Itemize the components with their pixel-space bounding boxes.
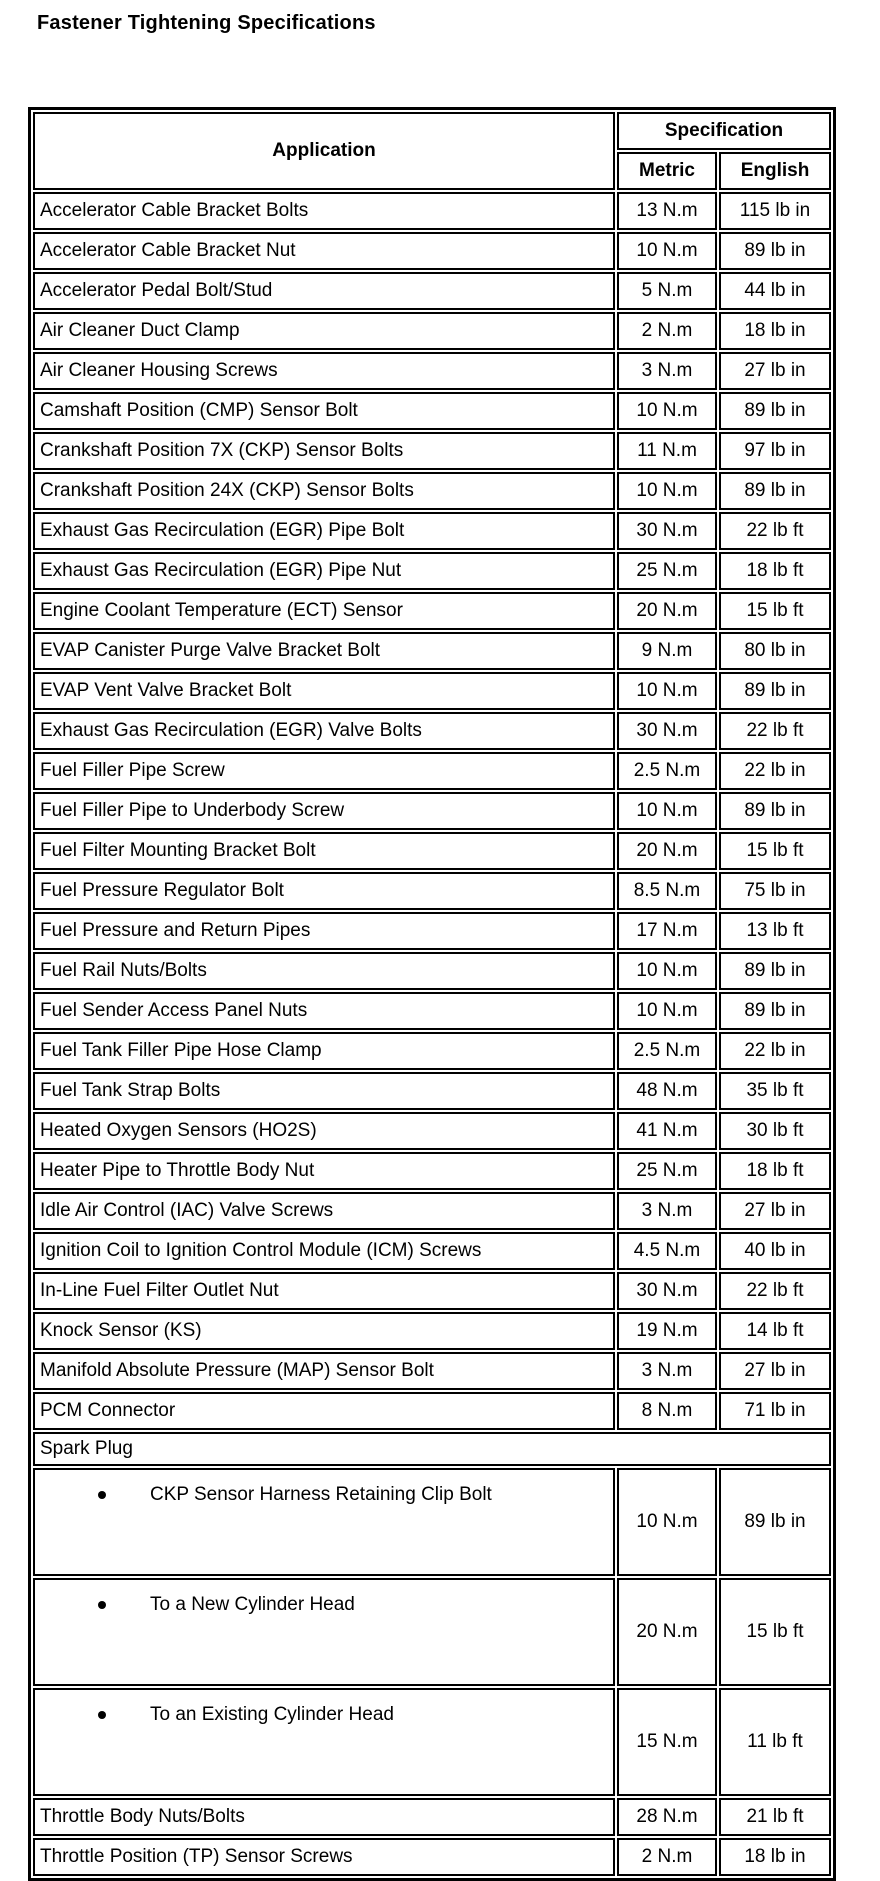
table-row [33, 192, 831, 230]
page-title: Fastener Tightening Specifications [37, 12, 376, 34]
column-header-application: Application [33, 112, 615, 190]
metric-value-cell: 9 N.m [617, 632, 717, 670]
english-value-cell: 40 lb in [719, 1232, 831, 1270]
bullet-icon [98, 1491, 106, 1499]
metric-value-cell: 10 N.m [617, 232, 717, 270]
application-cell: Accelerator Pedal Bolt/Stud [33, 272, 615, 310]
application-cell: Camshaft Position (CMP) Sensor Bolt [33, 392, 615, 430]
metric-value-cell: 10 N.m [617, 1468, 717, 1576]
table-row [33, 992, 831, 1030]
english-value-cell: 89 lb in [719, 672, 831, 710]
table-row [33, 632, 831, 670]
metric-value-cell: 20 N.m [617, 832, 717, 870]
column-header-english: English [719, 152, 831, 190]
metric-value-cell: 2 N.m [617, 312, 717, 350]
metric-value-cell: 19 N.m [617, 1312, 717, 1350]
metric-value-cell: 10 N.m [617, 952, 717, 990]
metric-value-cell: 30 N.m [617, 712, 717, 750]
application-cell: Accelerator Cable Bracket Bolts [33, 192, 615, 230]
english-value-cell: 27 lb in [719, 1352, 831, 1390]
application-cell: Exhaust Gas Recirculation (EGR) Pipe Bolt [33, 512, 615, 550]
application-cell: PCM Connector [33, 1392, 615, 1430]
metric-value-cell: 25 N.m [617, 1152, 717, 1190]
application-cell: Engine Coolant Temperature (ECT) Sensor [33, 592, 615, 630]
application-cell: EVAP Vent Valve Bracket Bolt [33, 672, 615, 710]
english-value-cell: 18 lb ft [719, 552, 831, 590]
application-cell: Throttle Position (TP) Sensor Screws [33, 1838, 615, 1876]
table-row [33, 672, 831, 710]
bullet-label: To a New Cylinder Head [150, 1594, 355, 1615]
table-row [33, 472, 831, 510]
application-cell: Fuel Filler Pipe to Underbody Screw [33, 792, 615, 830]
english-value-cell: 22 lb ft [719, 1272, 831, 1310]
table-row [33, 1838, 831, 1876]
metric-value-cell: 5 N.m [617, 272, 717, 310]
english-value-cell: 89 lb in [719, 992, 831, 1030]
application-cell: Ignition Coil to Ignition Control Module (ICM) Screws [33, 1232, 615, 1270]
metric-value-cell: 2.5 N.m [617, 1032, 717, 1070]
english-value-cell: 15 lb ft [719, 832, 831, 870]
metric-value-cell: 28 N.m [617, 1798, 717, 1836]
english-value-cell: 22 lb ft [719, 512, 831, 550]
table-row [33, 1392, 831, 1430]
application-cell: Manifold Absolute Pressure (MAP) Sensor Bolt [33, 1352, 615, 1390]
application-cell: Air Cleaner Housing Screws [33, 352, 615, 390]
metric-value-cell: 17 N.m [617, 912, 717, 950]
bullet-sub-row [33, 1688, 831, 1796]
application-cell: Heater Pipe to Throttle Body Nut [33, 1152, 615, 1190]
english-value-cell: 27 lb in [719, 1192, 831, 1230]
fastener-tightening-spec-table [28, 107, 836, 1881]
application-cell: Fuel Tank Filler Pipe Hose Clamp [33, 1032, 615, 1070]
metric-value-cell: 11 N.m [617, 432, 717, 470]
table-row [33, 712, 831, 750]
metric-value-cell: 3 N.m [617, 1352, 717, 1390]
english-value-cell: 75 lb in [719, 872, 831, 910]
english-value-cell: 115 lb in [719, 192, 831, 230]
table-row [33, 872, 831, 910]
metric-value-cell: 10 N.m [617, 392, 717, 430]
english-value-cell: 15 lb ft [719, 592, 831, 630]
table-row [33, 592, 831, 630]
table-row [33, 552, 831, 590]
english-value-cell: 22 lb ft [719, 712, 831, 750]
english-value-cell: 18 lb ft [719, 1152, 831, 1190]
metric-value-cell: 2 N.m [617, 1838, 717, 1876]
table-row [33, 312, 831, 350]
table-row [33, 1352, 831, 1390]
english-value-cell: 30 lb ft [719, 1112, 831, 1150]
english-value-cell: 44 lb in [719, 272, 831, 310]
english-value-cell: 89 lb in [719, 232, 831, 270]
table-row [33, 392, 831, 430]
english-value-cell: 89 lb in [719, 792, 831, 830]
metric-value-cell: 10 N.m [617, 672, 717, 710]
application-cell: Accelerator Cable Bracket Nut [33, 232, 615, 270]
application-cell: Knock Sensor (KS) [33, 1312, 615, 1350]
metric-value-cell: 30 N.m [617, 512, 717, 550]
english-value-cell: 15 lb ft [719, 1578, 831, 1686]
bullet-sub-row [33, 1468, 831, 1576]
table-row [33, 952, 831, 990]
application-cell: In-Line Fuel Filter Outlet Nut [33, 1272, 615, 1310]
bullet-label: CKP Sensor Harness Retaining Clip Bolt [150, 1484, 492, 1505]
application-cell: Heated Oxygen Sensors (HO2S) [33, 1112, 615, 1150]
table-row [33, 752, 831, 790]
application-cell: Fuel Tank Strap Bolts [33, 1072, 615, 1110]
english-value-cell: 18 lb in [719, 312, 831, 350]
english-value-cell: 71 lb in [719, 1392, 831, 1430]
table-row [33, 1032, 831, 1070]
english-value-cell: 22 lb in [719, 1032, 831, 1070]
english-value-cell: 27 lb in [719, 352, 831, 390]
english-value-cell: 21 lb ft [719, 1798, 831, 1836]
english-value-cell: 11 lb ft [719, 1688, 831, 1796]
english-value-cell: 35 lb ft [719, 1072, 831, 1110]
application-cell: Crankshaft Position 24X (CKP) Sensor Bolts [33, 472, 615, 510]
application-cell: Fuel Pressure Regulator Bolt [33, 872, 615, 910]
application-cell [33, 1468, 615, 1576]
english-value-cell: 97 lb in [719, 432, 831, 470]
application-cell: Exhaust Gas Recirculation (EGR) Valve Bolts [33, 712, 615, 750]
application-cell: Fuel Filter Mounting Bracket Bolt [33, 832, 615, 870]
english-value-cell: 13 lb ft [719, 912, 831, 950]
bullet-label: To an Existing Cylinder Head [150, 1704, 394, 1725]
column-header-metric: Metric [617, 152, 717, 190]
bullet-sub-row [33, 1578, 831, 1686]
english-value-cell: 89 lb in [719, 472, 831, 510]
application-cell: Throttle Body Nuts/Bolts [33, 1798, 615, 1836]
metric-value-cell: 13 N.m [617, 192, 717, 230]
table-row [33, 1192, 831, 1230]
metric-value-cell: 25 N.m [617, 552, 717, 590]
application-cell: Fuel Pressure and Return Pipes [33, 912, 615, 950]
table-row [33, 832, 831, 870]
application-cell: EVAP Canister Purge Valve Bracket Bolt [33, 632, 615, 670]
table-row [33, 912, 831, 950]
metric-value-cell: 3 N.m [617, 352, 717, 390]
english-value-cell: 18 lb in [719, 1838, 831, 1876]
section-label-cell: Spark Plug [33, 1432, 831, 1466]
table-row [33, 1272, 831, 1310]
table-row [33, 1798, 831, 1836]
application-cell [33, 1688, 615, 1796]
application-cell: Air Cleaner Duct Clamp [33, 312, 615, 350]
bullet-icon [98, 1711, 106, 1719]
metric-value-cell: 4.5 N.m [617, 1232, 717, 1270]
table-row [33, 232, 831, 270]
metric-value-cell: 10 N.m [617, 992, 717, 1030]
metric-value-cell: 48 N.m [617, 1072, 717, 1110]
table-row [33, 1152, 831, 1190]
english-value-cell: 22 lb in [719, 752, 831, 790]
application-cell: Fuel Filler Pipe Screw [33, 752, 615, 790]
metric-value-cell: 8.5 N.m [617, 872, 717, 910]
metric-value-cell: 3 N.m [617, 1192, 717, 1230]
application-cell: Exhaust Gas Recirculation (EGR) Pipe Nut [33, 552, 615, 590]
table-row [33, 792, 831, 830]
table-header [33, 112, 831, 190]
english-value-cell: 14 lb ft [719, 1312, 831, 1350]
column-header-specification: Specification [617, 112, 831, 150]
application-cell [33, 1578, 615, 1686]
application-cell: Fuel Sender Access Panel Nuts [33, 992, 615, 1030]
table-row [33, 1072, 831, 1110]
metric-value-cell: 30 N.m [617, 1272, 717, 1310]
english-value-cell: 80 lb in [719, 632, 831, 670]
metric-value-cell: 8 N.m [617, 1392, 717, 1430]
table-row [33, 272, 831, 310]
header-row-specification [33, 112, 831, 150]
metric-value-cell: 10 N.m [617, 792, 717, 830]
metric-value-cell: 10 N.m [617, 472, 717, 510]
metric-value-cell: 41 N.m [617, 1112, 717, 1150]
table-row [33, 1232, 831, 1270]
english-value-cell: 89 lb in [719, 1468, 831, 1576]
table-body [33, 192, 831, 1876]
application-cell: Crankshaft Position 7X (CKP) Sensor Bolts [33, 432, 615, 470]
table-row [33, 432, 831, 470]
bullet-icon [98, 1601, 106, 1609]
metric-value-cell: 20 N.m [617, 1578, 717, 1686]
table-row [33, 352, 831, 390]
application-cell: Fuel Rail Nuts/Bolts [33, 952, 615, 990]
metric-value-cell: 20 N.m [617, 592, 717, 630]
table-row [33, 1312, 831, 1350]
english-value-cell: 89 lb in [719, 392, 831, 430]
table-row [33, 1112, 831, 1150]
english-value-cell: 89 lb in [719, 952, 831, 990]
application-cell: Idle Air Control (IAC) Valve Screws [33, 1192, 615, 1230]
metric-value-cell: 2.5 N.m [617, 752, 717, 790]
table-row [33, 512, 831, 550]
metric-value-cell: 15 N.m [617, 1688, 717, 1796]
section-header-row [33, 1432, 831, 1466]
